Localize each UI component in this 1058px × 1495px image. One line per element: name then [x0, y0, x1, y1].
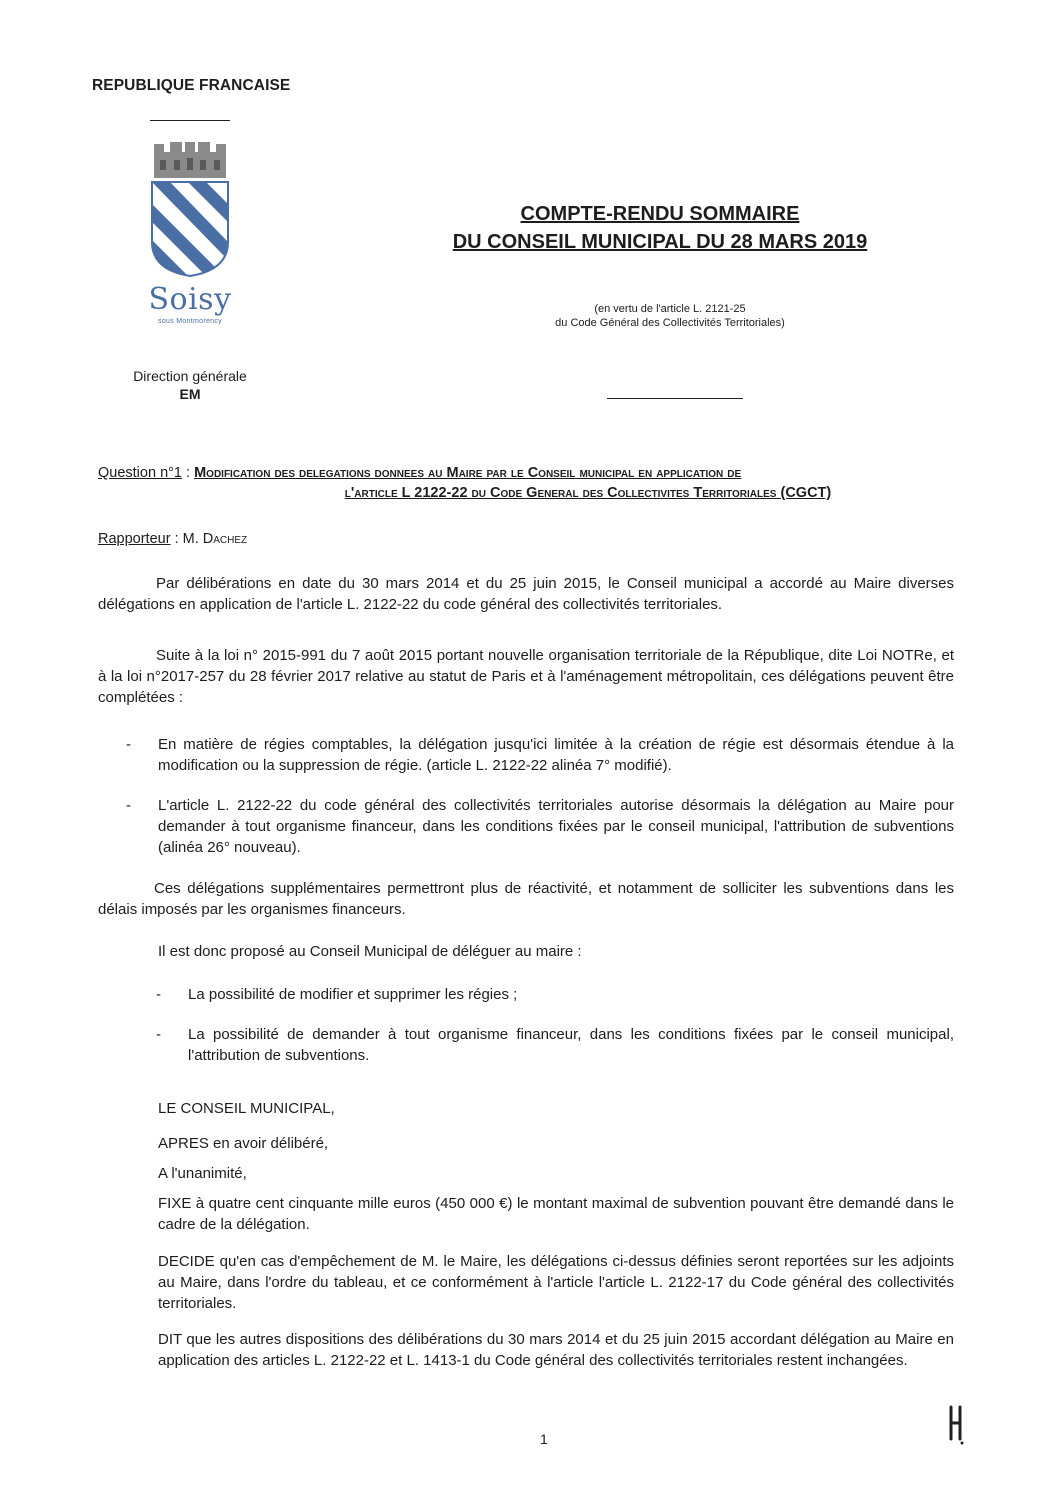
- bullet-modifier-regies-text: La possibilité de modifier et supprimer les régies ;: [188, 986, 518, 1003]
- city-subtitle: sous Montmorency: [158, 318, 222, 325]
- question-text-line-2: l'article L 2122-22 du Code General des Collectivites Territoriales (CGCT): [344, 485, 832, 501]
- header-divider: [150, 120, 230, 121]
- legal-line-2: du Code Général des Collectivités Territoriales): [555, 317, 785, 329]
- fixe-paragraph: FIXE à quatre cent cinquante mille euros (450 000 €) le montant maximal de subvention pouvant être demandé dans le cadre de la délégation.: [158, 1195, 954, 1233]
- paragraph-deliberations: Par délibérations en date du 30 mars 2014 et du 25 juin 2015, le Conseil municipal a accordé au Maire diverses délégations en application de l'article L. 2122-22 du code général des collectivités territoriales.: [98, 575, 954, 613]
- city-name: Soisy: [148, 282, 232, 317]
- title-line-2: DU CONSEIL MUNICIPAL DU 28 MARS 2019: [452, 231, 868, 253]
- paragraph-reactivite: Ces délégations supplémentaires permettront plus de réactivité, et notamment de solliciter les subventions dans les délais imposés par les organismes financeurs.: [98, 880, 954, 918]
- bullet-dash: -: [126, 797, 131, 814]
- bullet-dash: -: [156, 986, 161, 1003]
- dit-paragraph: DIT que les autres dispositions des délibérations du 30 mars 2014 et du 25 juin 2015 accordant délégation au Maire en application des articles L. 2122-22 et L. 1413-1 du Code général des collectivités territoriales restent inchangées.: [158, 1331, 954, 1369]
- document-title: [380, 200, 940, 256]
- bullet-subventions-text: L'article L. 2122-22 du code général des collectivités territoriales autorise désormais la délégation au Maire pour demander à tout organisme financeur, dans les conditions fixées par le conseil municipal, l'attribution de subventions (alinéa 26° nouveau).: [158, 797, 954, 856]
- bullet-dash: -: [126, 736, 131, 753]
- rapporteur-separator: :: [170, 531, 183, 547]
- paragraph-law-notre: Suite à la loi n° 2015-991 du 7 août 2015 portant nouvelle organisation territoriale de la République, dite Loi NOTRe, et à la loi n°2017-257 du 28 février 2017 relative au statut de Paris et à l'aménagement métropolitain, ces délégations peuvent être complétées :: [98, 647, 954, 706]
- title-line-1: COMPTE-RENDU SOMMAIRE: [520, 203, 800, 225]
- rapporteur-line: [98, 531, 247, 547]
- bullet-regies: [126, 734, 954, 776]
- unanimite-line: A l'unanimité,: [158, 1165, 247, 1182]
- title-divider: [607, 398, 743, 399]
- page-number: 1: [540, 1431, 548, 1447]
- question-separator: :: [182, 465, 195, 481]
- bullet-demander-subventions: [156, 1024, 954, 1066]
- legal-line-1: (en vertu de l'article L. 2121-25: [594, 303, 746, 315]
- decide-paragraph: DECIDE qu'en cas d'empêchement de M. le Maire, les délégations ci-dessus définies seront reportées sur les adjoints au Maire, dans l'ordre du tableau, et ce conformément à l'article l'article L. 2122-17 du Code général des collectivités territoriales.: [158, 1253, 954, 1312]
- council-heading: LE CONSEIL MUNICIPAL,: [158, 1100, 335, 1117]
- city-crest-icon: [148, 142, 232, 278]
- direction-block: [110, 367, 270, 403]
- republic-heading: REPUBLIQUE FRANCAISE: [92, 77, 291, 94]
- handwritten-initial-icon: [946, 1405, 966, 1445]
- paragraph-proposition: Il est donc proposé au Conseil Municipal de déléguer au maire :: [158, 943, 582, 960]
- direction-label: Direction générale: [133, 368, 247, 384]
- rapporteur-label: Rapporteur: [98, 531, 171, 547]
- bullet-regies-text: En matière de régies comptables, la délégation jusqu'ici limitée à la création de régie est désormais étendue à la modification ou la suppression de régie. (article L. 2122-22 alinéa 7° modifié).: [158, 736, 954, 774]
- bullet-subventions: [126, 795, 954, 858]
- question-text-line-1: Modification des delegations donnees au Maire par le Conseil municipal en application de: [194, 465, 742, 481]
- question-label: Question n°1: [98, 465, 182, 481]
- question-heading: [98, 463, 958, 503]
- apres-line: APRES en avoir délibéré,: [158, 1135, 329, 1152]
- rapporteur-name: M. Dachez: [182, 531, 248, 547]
- bullet-demander-subventions-text: La possibilité de demander à tout organisme financeur, dans les conditions fixées par le conseil municipal, l'attribution de subventions.: [188, 1026, 954, 1064]
- legal-reference: [470, 302, 870, 330]
- bullet-dash: -: [156, 1026, 161, 1043]
- initials-label: EM: [179, 386, 201, 402]
- bullet-modifier-regies: [156, 984, 954, 1005]
